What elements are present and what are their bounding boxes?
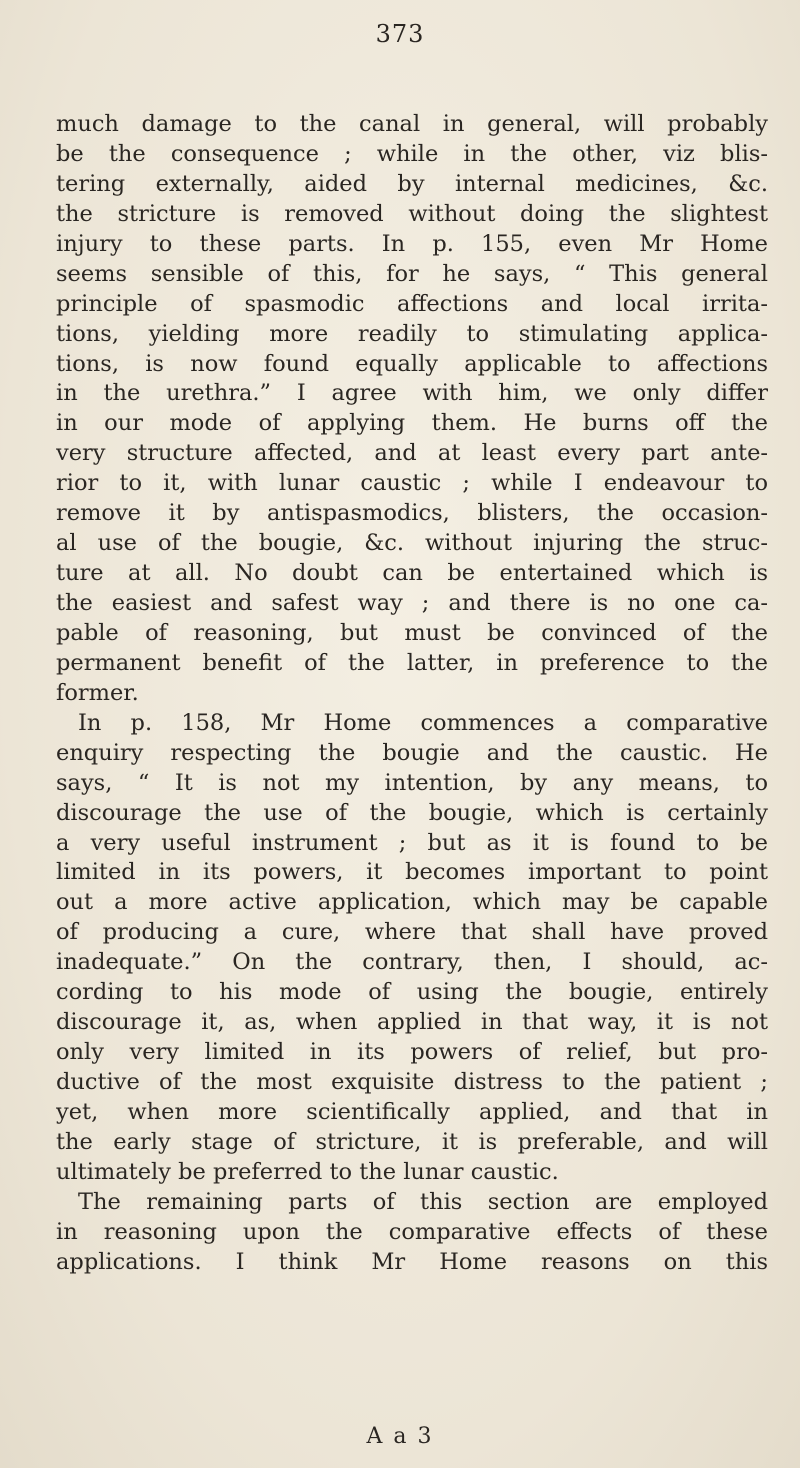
text-line: tions, yielding more readily to stimulating applica- <box>56 320 768 347</box>
text-line: very structure affected, and at least every part ante- <box>56 440 768 467</box>
text-line: the stricture is removed without doing the slightest <box>56 200 768 227</box>
text-line: former. <box>56 679 139 706</box>
text-line: tions, is now found equally applicable to affections <box>56 350 768 377</box>
text-line: out a more active application, which may be capable <box>56 889 768 916</box>
text-line: enquiry respecting the bougie and the caustic. He <box>56 739 768 766</box>
text-line: discourage it, as, when applied in that way, it is not <box>56 1009 768 1036</box>
text-line: tering externally, aided by internal medicines, &c. <box>56 170 768 197</box>
text-line: of producing a cure, where that shall have proved <box>56 919 768 946</box>
text-line: principle of spasmodic affections and local irrita- <box>56 290 768 317</box>
page-number: 373 <box>375 20 425 48</box>
text-line: The remaining parts of this section are employed <box>78 1188 768 1215</box>
text-line: the easiest and safest way ; and there is no one ca- <box>56 590 768 616</box>
text-line: In p. 158, Mr Home commences a comparative <box>78 709 768 736</box>
text-line: limited in its powers, it becomes important to point <box>56 859 768 886</box>
text-line: remove it by antispasmodics, blisters, the occasion- <box>56 500 768 527</box>
text-line: in reasoning upon the comparative effects of these <box>56 1218 768 1245</box>
text-line: al use of the bougie, &c. without injuring the struc- <box>56 530 768 557</box>
text-line: the early stage of stricture, it is preferable, and will <box>56 1128 768 1155</box>
text-line: seems sensible of this, for he says, “ This general <box>56 260 768 287</box>
text-line: rior to it, with lunar caustic ; while I endeavour to <box>56 470 768 497</box>
text-line: injury to these parts. In p. 155, even Mr Home <box>56 230 768 257</box>
signature-mark: A a 3 <box>366 1424 434 1449</box>
text-line: much damage to the canal in general, will probably <box>56 111 768 137</box>
text-line: only very limited in its powers of relief, but pro- <box>56 1039 768 1066</box>
text-line: applications. I think Mr Home reasons on this <box>56 1248 768 1275</box>
text-line: ture at all. No doubt can be entertained which is <box>56 560 768 587</box>
text-line: pable of reasoning, but must be convinced of the <box>56 619 768 646</box>
text-line: ductive of the most exquisite distress to the patient ; <box>56 1069 768 1095</box>
text-line: be the consequence ; while in the other, viz blis- <box>56 140 768 167</box>
text-line: permanent benefit of the latter, in preference to the <box>56 649 768 676</box>
body-text <box>56 110 768 1278</box>
text-line: yet, when more scientifically applied, and that in <box>56 1098 768 1125</box>
text-line: in the urethra.” I agree with him, we only differ <box>56 380 768 407</box>
text-line: inadequate.” On the contrary, then, I should, ac- <box>56 949 768 976</box>
text-line: cording to his mode of using the bougie, entirely <box>56 979 768 1006</box>
text-line: ultimately be preferred to the lunar caustic. <box>56 1158 559 1185</box>
text-line: says, “ It is not my intention, by any means, to <box>56 769 768 796</box>
text-line: a very useful instrument ; but as it is found to be <box>56 829 768 856</box>
text-line: in our mode of applying them. He burns off the <box>56 410 768 437</box>
text-line: discourage the use of the bougie, which is certainly <box>56 799 768 826</box>
